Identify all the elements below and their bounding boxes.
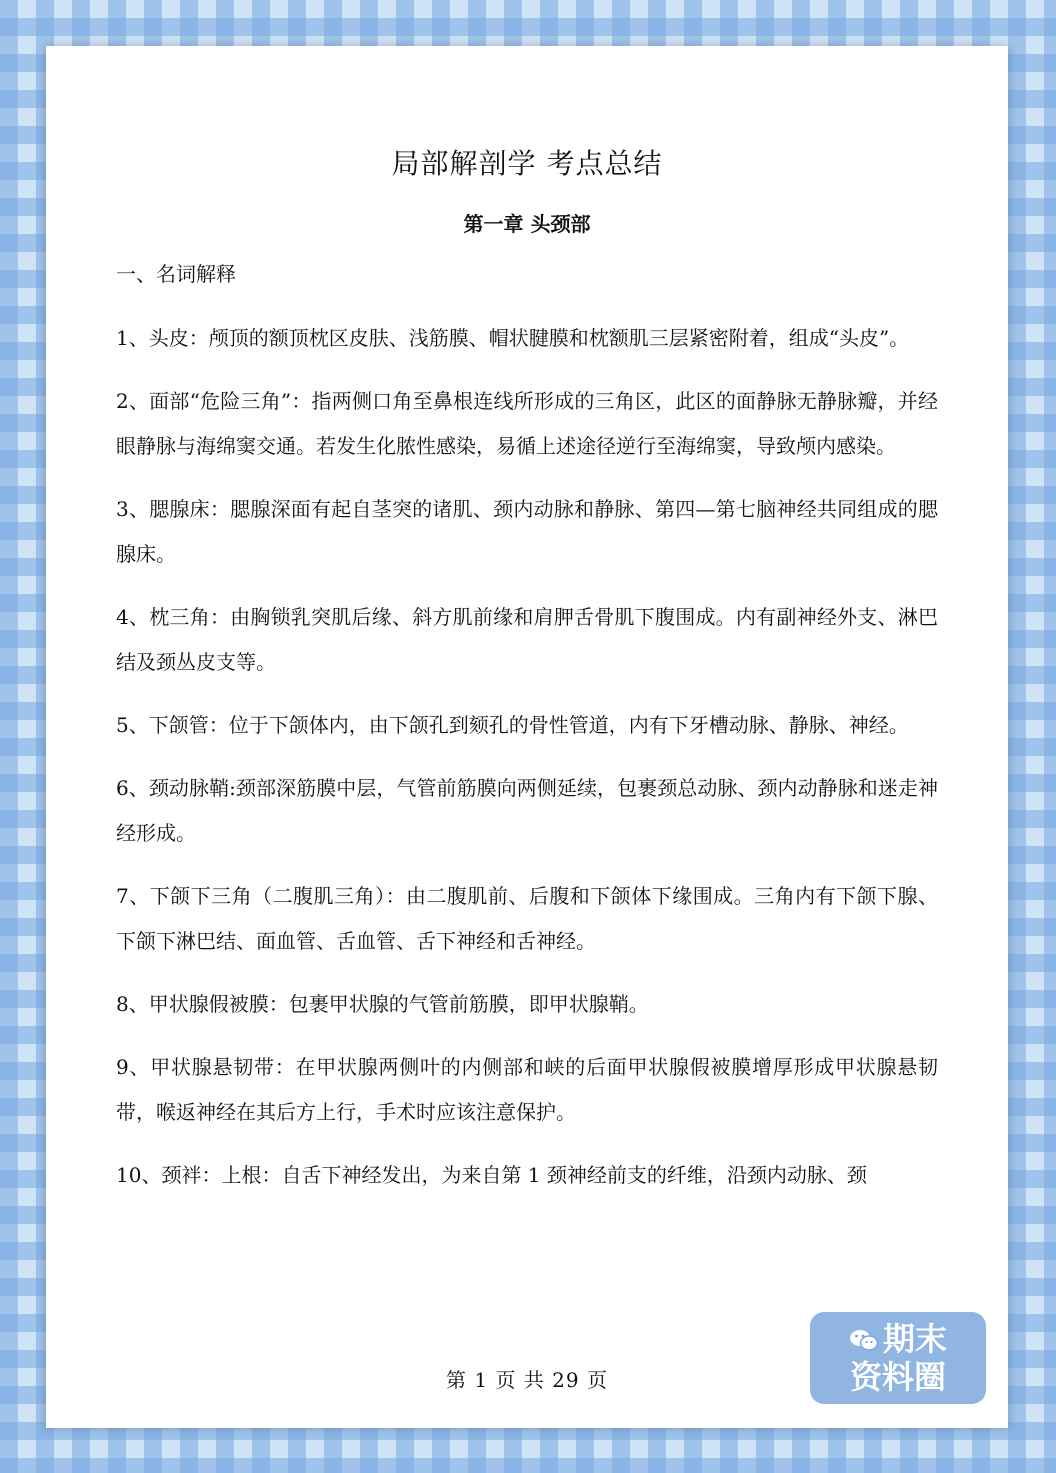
watermark-badge (810, 1312, 986, 1404)
term-entry-7: 7、下颌下三角（二腹肌三角）：由二腹肌前、后腹和下颌体下缘围成。三角内有下颌下腺、下颌下淋巴结、面血管、舌血管、舌下神经和舌神经。 (116, 884, 938, 953)
chapter-heading: 第一章 头颈部 (463, 212, 591, 236)
document-page (46, 46, 1008, 1428)
term-entry-3: 3、腮腺床：腮腺深面有起自茎突的诸肌、颈内动脉和静脉、第四—第七脑神经共同组成的腮腺床。 (116, 497, 938, 566)
term-entry-2: 2、面部“危险三角”：指两侧口角至鼻根连线所形成的三角区，此区的面静脉无静脉瓣，并经眼静脉与海绵窦交通。若发生化脓性感染，易循上述途径逆行至海绵窦，导致颅内感染。 (116, 389, 938, 458)
term-entry-1: 1、头皮：颅顶的额顶枕区皮肤、浅筋膜、帽状腱膜和枕额肌三层紧密附着，组成“头皮”。 (116, 326, 910, 350)
document-body (116, 316, 938, 1316)
document-title: 局部解剖学 考点总结 (391, 147, 663, 180)
term-entry-8: 8、甲状腺假被膜：包裹甲状腺的气管前筋膜，即甲状腺鞘。 (116, 992, 649, 1016)
term-entry-9: 9、甲状腺悬韧带：在甲状腺两侧叶的内侧部和峡的后面甲状腺假被膜增厚形成甲状腺悬韧带，喉返神经在其后方上行，手术时应该注意保护。 (116, 1055, 938, 1124)
term-entry-4: 4、枕三角：由胸锁乳突肌后缘、斜方肌前缘和肩胛舌骨肌下腹围成。内有副神经外支、淋巴结及颈丛皮支等。 (116, 605, 938, 674)
term-entry-6: 6、颈动脉鞘:颈部深筋膜中层，气管前筋膜向两侧延续，包裹颈总动脉、颈内动静脉和迷走神经形成。 (116, 776, 938, 845)
term-entry-5: 5、下颌管：位于下颌体内，由下颌孔到颏孔的骨性管道，内有下牙槽动脉、静脉、神经。 (116, 713, 909, 737)
section-heading: 一、名词解释 (116, 262, 236, 286)
term-entry-10: 10、颈袢：上根：自舌下神经发出，为来自第 1 颈神经前支的纤维，沿颈内动脉、颈 (116, 1163, 867, 1187)
watermark-text-1: 期末 (882, 1320, 947, 1358)
page-footer: 第 1 页 共 29 页 (446, 1368, 608, 1392)
watermark-line-1 (810, 1320, 986, 1358)
watermark-text-2: 资料圈 (849, 1358, 946, 1396)
wechat-icon (849, 1328, 879, 1352)
